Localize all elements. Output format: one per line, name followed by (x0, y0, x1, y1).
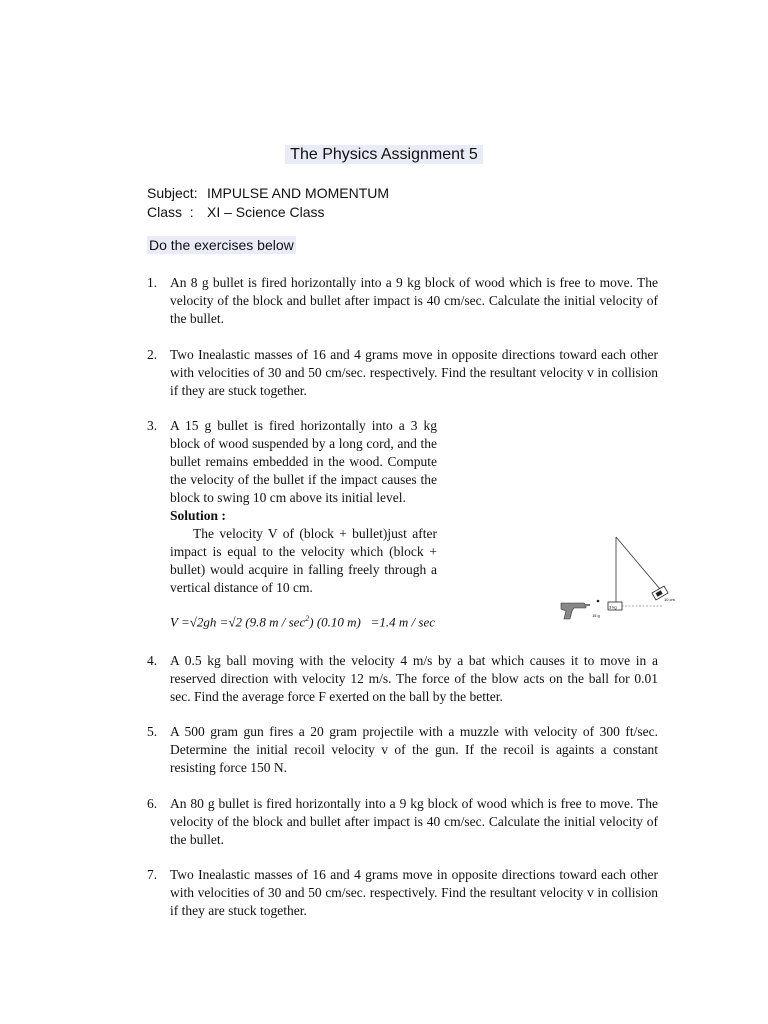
class-row (147, 203, 389, 222)
page-title: The Physics Assignment 5 (0, 146, 768, 164)
question-text: A 15 g bullet is fired horizontally into a 3 kg block of wood suspended by a long cord, and the bullet remains embedded in the wood. Compute the velocity of the bullet if the impact causes the block to swing 10 cm above its initial level. (170, 418, 437, 505)
question-number: 1. (147, 275, 158, 290)
subject-row (147, 184, 389, 203)
formula-lhs: V (170, 614, 178, 630)
question-1 (147, 274, 658, 328)
solution-label: Solution : (170, 508, 226, 523)
block-mass-label: 3 kg (609, 604, 617, 610)
bullet-icon (597, 600, 600, 603)
question-number: 7. (147, 867, 158, 882)
gun-icon (561, 603, 590, 619)
formula-result: =1.4 m / sec (370, 614, 435, 630)
assignment-meta (147, 184, 389, 222)
question-text: An 8 g bullet is fired horizontally into a 9 kg block of wood which is free to move. The velocity of the block and bullet after impact is 40 cm/sec. Calculate the initial velocity of the bullet. (170, 275, 658, 326)
question-number: 3. (147, 418, 158, 433)
solution-text: The velocity V of (block + bullet)just after impact is equal to the velocity which (block + bullet) would acquire in falling freely through a vertical distance of 10 cm. (170, 526, 437, 595)
formula-step-2: =√2 (9.8 m / sec (219, 614, 306, 630)
formula-step-1: =√2gh (180, 614, 217, 630)
question-5 (147, 723, 658, 777)
class-label: Class : (147, 204, 194, 220)
question-2 (147, 346, 658, 400)
question-text: A 0.5 kg ball moving with the velocity 4 m/s by a bat which causes it to move in a reserved direction with velocity 12 m/s. The force of the blow acts on the ball for 0.01 sec. Find the average force F exerted on the ball by the better. (170, 653, 658, 704)
question-7 (147, 866, 658, 920)
question-text: Two Inealastic masses of 16 and 4 grams move in opposite directions toward each other with velocities of 30 and 50 cm/sec. respectively. Find the resultant velocity v in collision if they are stuck together. (170, 867, 658, 918)
question-number: 2. (147, 347, 158, 362)
ballistic-pendulum-diagram (556, 533, 696, 623)
pendulum-cord (616, 537, 660, 589)
question-number: 6. (147, 796, 158, 811)
question-text: A 500 gram gun fires a 20 gram projectile with a muzzle with velocity of 300 ft/sec. Determine the initial recoil velocity v of the gun. If the recoil is againts a constant resisting force 150 N. (170, 724, 658, 775)
subject-value: IMPULSE AND MOMENTUM (207, 185, 390, 201)
subject-label: Subject: (147, 185, 198, 201)
question-number: 4. (147, 653, 158, 668)
formula-step-3: ) (0.10 m) (309, 614, 361, 630)
question-3 (147, 417, 437, 597)
instruction: Do the exercises below (149, 237, 294, 253)
formula-exponent: 2 (305, 614, 310, 623)
bullet-mass-label: 15 g (592, 613, 600, 618)
question-text: Two Inealastic masses of 16 and 4 grams move in opposite directions toward each other with velocities of 30 and 50 cm/sec. respectively. Find the resultant velocity v in collision if they are stuck together. (170, 347, 658, 398)
height-label: 10 cm (664, 597, 675, 602)
question-text: An 80 g bullet is fired horizontally into a 9 kg block of wood which is free to move. The velocity of the block and bullet after impact is 40 cm/sec. Calculate the initial velocity of the bullet. (170, 796, 658, 847)
question-number: 5. (147, 724, 158, 739)
question-4 (147, 652, 658, 706)
solution-formula (170, 614, 435, 630)
class-value: XI – Science Class (207, 204, 325, 220)
question-6 (147, 795, 658, 849)
